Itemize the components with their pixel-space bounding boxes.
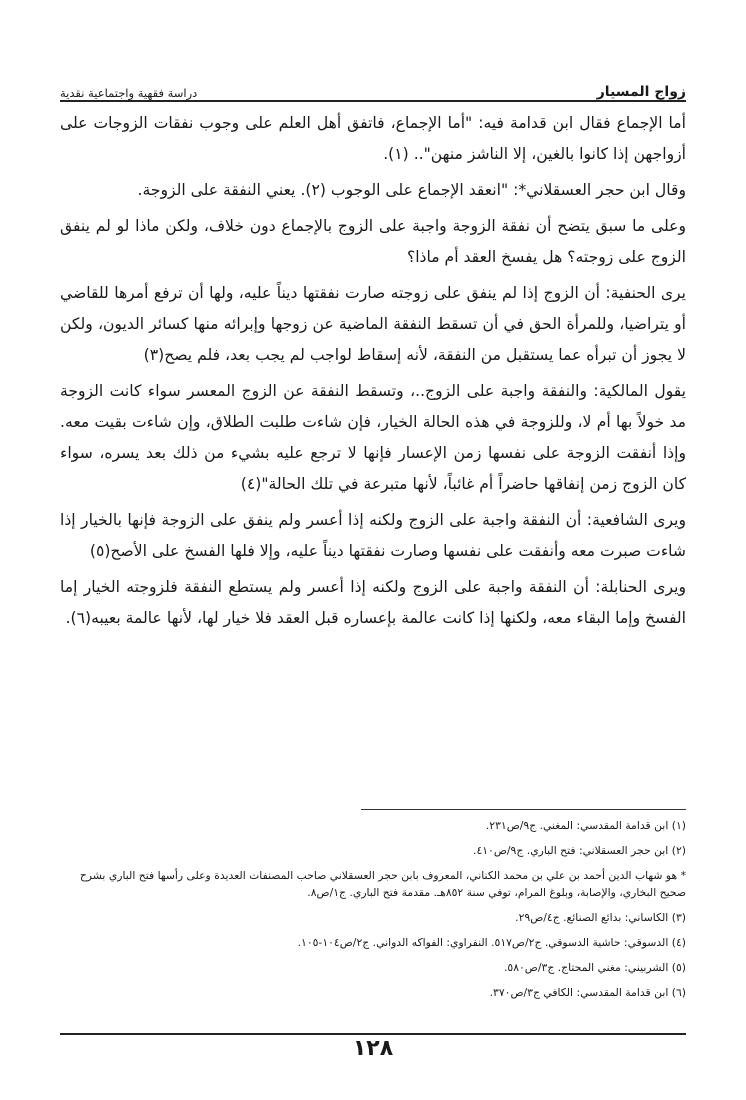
footnote-divider [361, 809, 686, 810]
paragraph: وعلى ما سبق يتضح أن نفقة الزوجة واجبة على الزوج بالإجماع دون خلاف، ولكن ماذا لو لم ينفق الزوج على زوجته؟ هل يفسخ العقد أم ماذا؟ [60, 217, 686, 266]
footnote: (١) ابن قدامة المقدسي: المغني. ج٩/ص٢٣١. [485, 819, 686, 832]
footnote-biography: * هو شهاب الدين أحمد بن علي بن محمد الكناني، المعروف بابن حجر العسقلاني صاحب المصنفات العديدة وعلى رأسها فتح الباري بشرح صحيح البخاري، والإصابة، وبلوغ المرام، توفي سنة ٨٥٢هـ. مقدمة فتح الباري. ج١/ص٨. [79, 869, 686, 899]
paragraph: يقول المالكية: والنفقة واجبة على الزوج..، وتسقط النفقة عن الزوج المعسر سواء كانت الزوجة مد خولاً بها أم لا، وللزوجة في هذه الحالة الخيار، فإن شاءت طلبت الطلاق، وإن شاءت بقيت معه. وإذا أنفقت الزوجة على نفسها زمن الإعسار فإنها لا ترجع عليه بشيء من ذلك بعد يسره، سواء كان الزوج زمن إنفاقها حاضراً أم غائباً، لأنها متبرعة في تلك الحالة"(٤) [60, 382, 686, 493]
footnote: (٣) الكاساني: بدائع الصنائع. ج٤/ص٢٩. [515, 911, 686, 924]
header-divider [60, 100, 686, 102]
footnotes [60, 817, 686, 1009]
page-number: ١٢٨ [352, 1036, 394, 1061]
paragraph: وقال ابن حجر العسقلاني*: "انعقد الإجماع على الوجوب (٢). يعني النفقة على الزوجة. [137, 181, 686, 199]
footnote: (٢) ابن حجر العسقلاني: فتح الباري. ج٩/ص٤١٠. [473, 844, 686, 857]
running-header [60, 72, 686, 100]
paragraph: ويرى الحنابلة: أن النفقة واجبة على الزوج ولكنه إذا أعسر ولم يستطع النفقة فلزوجته الخيار إما الفسخ وإما البقاء معه، ولكنها إذا كانت عالمة بإعساره قبل العقد فلا خيار لها، لأنها عالمة بعيبه(٦). [60, 578, 686, 627]
paragraph: أما الإجماع فقال ابن قدامة فيه: "أما الإجماع، فاتفق أهل العلم على وجوب نفقات الزوجات على أزواجهن إذا كانوا بالغين، إلا الناشز منهن".. (١). [60, 114, 686, 163]
footer-divider [60, 1033, 686, 1035]
paragraph: يرى الحنفية: أن الزوج إذا لم ينفق على زوجته صارت نفقتها ديناً عليه، ولها أن ترفع أمرها للقاضي أو يتراضيا، وللمرأة الحق في أن تسقط النفقة الماضية عن زوجها وإبرائه منها كسائر الديون، ولكن لا يجوز أن تبرأه عما يستقبل من النفقة، لأنه إسقاط لواجب لم يجب بعد، فلم يصح(٣) [60, 284, 686, 364]
footnote: (٥) الشربيني: مغني المحتاج. ج٣/ص٥٨٠. [503, 961, 686, 974]
footnote: (٤) الدسوقي: حاشية الدسوقي. ج٢/ص٥١٧. النفراوي: الفواكه الدواني. ج٢/ص١٠٤-١٠٥. [297, 936, 686, 949]
book-title: زواج المسيار [596, 84, 686, 100]
book-subtitle: دراسة فقهية واجتماعية نقدية [60, 86, 198, 100]
paragraph: ويرى الشافعية: أن النفقة واجبة على الزوج ولكنه إذا أعسر ولم ينفق على الزوجة فإنها بالخيار إذا شاءت صبرت معه وأنفقت على نفسها وصارت نفقتها ديناً عليه، وإلا فلها الفسخ على الأصح(٥) [60, 511, 686, 560]
footnote: (٦) ابن قدامة المقدسي: الكافي ج٣/ص٣٧٠. [489, 986, 686, 999]
main-text [60, 108, 686, 639]
